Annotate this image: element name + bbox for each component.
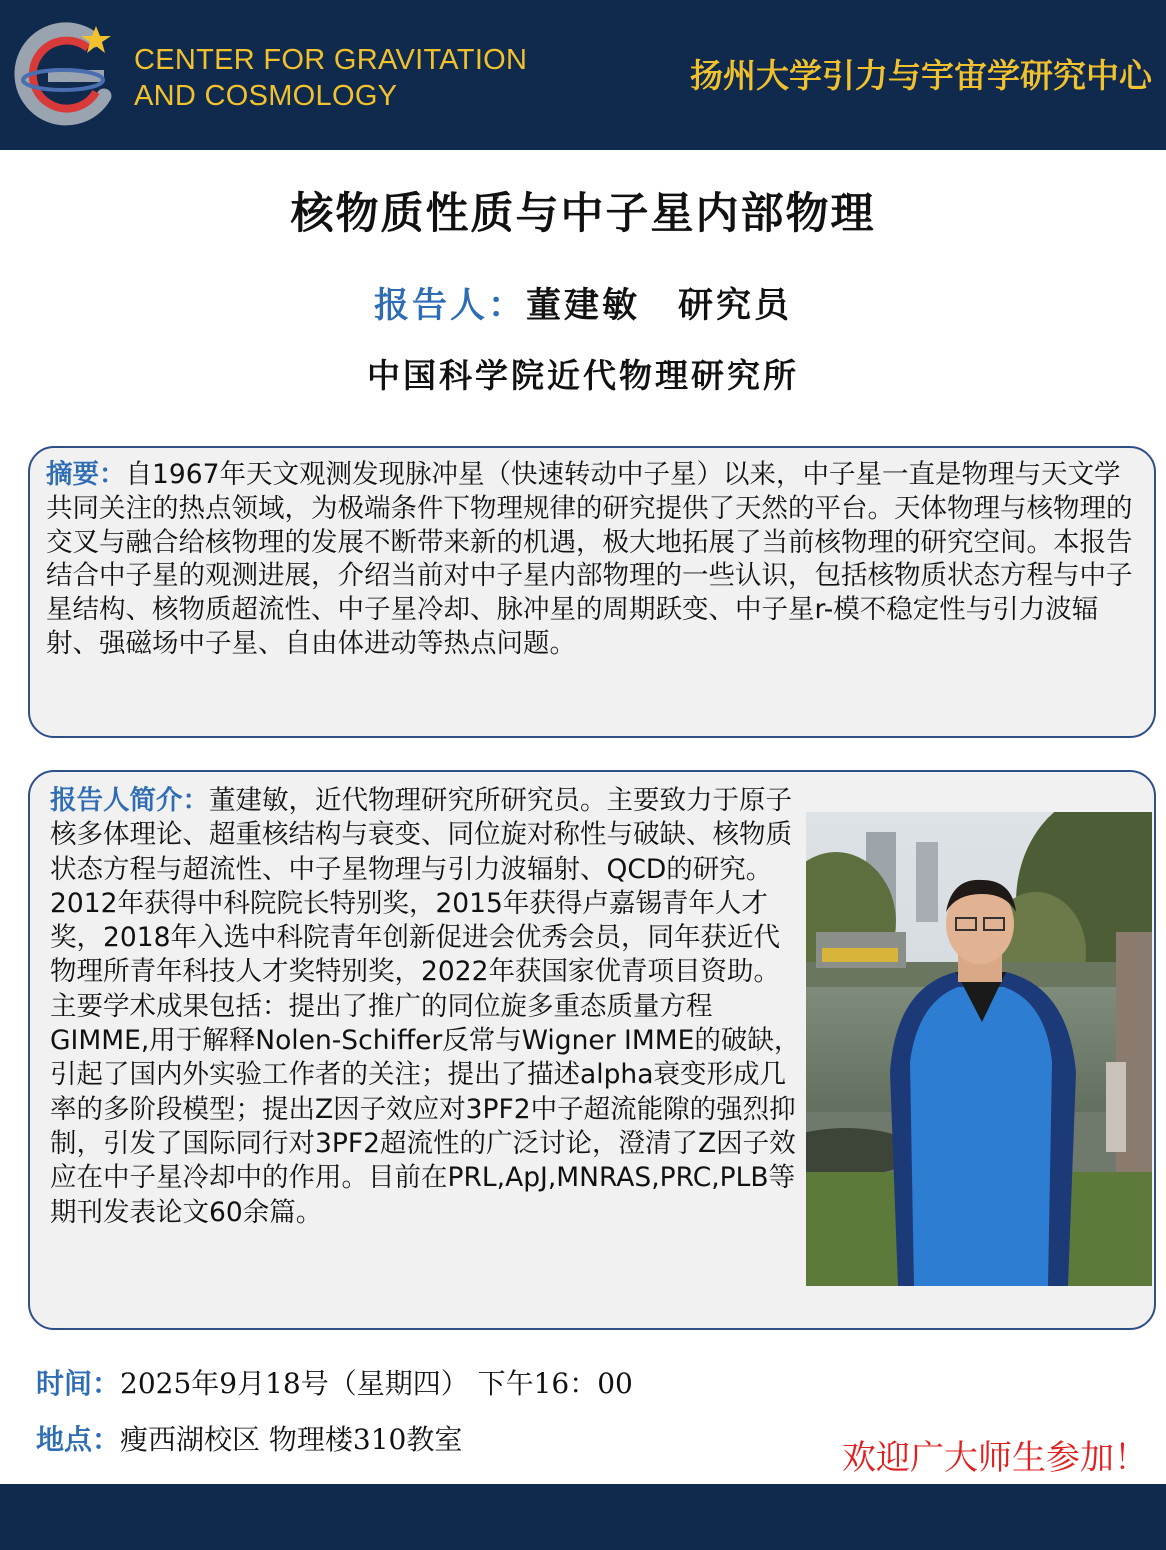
center-name-line1: CENTER FOR GRAVITATION xyxy=(134,44,528,76)
center-name-line2: AND COSMOLOGY xyxy=(134,80,398,112)
center-name-english xyxy=(134,42,527,114)
welcome-message: 欢迎广大师生参加！ xyxy=(842,1438,1148,1478)
header-banner xyxy=(0,0,1166,150)
speaker-name: 董建敏 研究员 xyxy=(526,285,793,326)
event-time xyxy=(36,1362,633,1402)
abstract-text-block xyxy=(46,458,1142,661)
abstract-label: 摘要： xyxy=(46,459,126,490)
speaker-line xyxy=(0,278,1166,328)
bio-text-block xyxy=(50,784,802,1230)
bio-text: 董建敏，近代物理研究所研究员。主要致力于原子核多体理论、超重核结构与衰变、同位旋对称性与破缺、核物质状态方程与超流性、中子星物理与引力波辐射、QCD的研究。2012年获得中科院院长特别奖，2015年获得卢嘉锡青年人才奖，2018年入选中科院青年创新促进会优秀会员，同年获近代物理所青年科技人才奖特别奖，2022年获国家优青项目资助。主要学术成果包括：提出了推广的同位旋多重态质量方程GIMME,用于解释Nolen-Schiffer反常与Wigner IMME的破缺，引起了国内外实验工作者的关注；提出了描述alpha衰变形成几率的多阶段模型；提出Z因子效应对3PF2中子超流能隙的强烈抑制，引发了国际同行对3PF2超流性的广泛讨论，澄清了Z因子效应在中子星冷却中的作用。目前在PRL,ApJ,MNRAS,PRC,PLB等期刊发表论文60余篇。 xyxy=(50,785,801,1228)
time-label: 时间： xyxy=(36,1367,121,1400)
center-name-chinese: 扬州大学引力与宇宙学研究中心 xyxy=(690,56,1152,95)
speaker-institution: 中国科学院近代物理研究所 xyxy=(367,356,799,395)
bio-label: 报告人简介： xyxy=(50,785,209,816)
speaker-label: 报告人： xyxy=(373,285,526,326)
speaker-photo xyxy=(806,812,1152,1286)
abstract-box xyxy=(28,446,1156,738)
bio-box xyxy=(28,770,1156,1330)
abstract-text: 自1967年天文观测发现脉冲星（快速转动中子星）以来，中子星一直是物理与天文学共同关注的热点领域，为极端条件下物理规律的研究提供了天然的平台。天体物理与核物理的交叉与融合给核物理的发展不断带来新的机遇，极大地拓展了当前核物理的研究空间。本报告结合中子星的观测进展，介绍当前对中子星内部物理的一些认识，包括核物质状态方程与中子星结构、核物质超流性、中子星冷却、脉冲星的周期跃变、中子星r-模不稳定性与引力波辐射、强磁场中子星、自由体进动等热点问题。 xyxy=(46,459,1133,659)
gravitation-logo-icon xyxy=(8,18,118,133)
event-place xyxy=(36,1418,462,1458)
place-label: 地点： xyxy=(36,1423,121,1456)
talk-title: 核物质性质与中子星内部物理 xyxy=(290,189,876,239)
time-value: 2025年9月18号（星期四） 下午16：00 xyxy=(120,1367,633,1400)
footer-bar xyxy=(0,1484,1166,1550)
place-value: 瘦西湖校区 物理楼310教室 xyxy=(120,1423,463,1456)
